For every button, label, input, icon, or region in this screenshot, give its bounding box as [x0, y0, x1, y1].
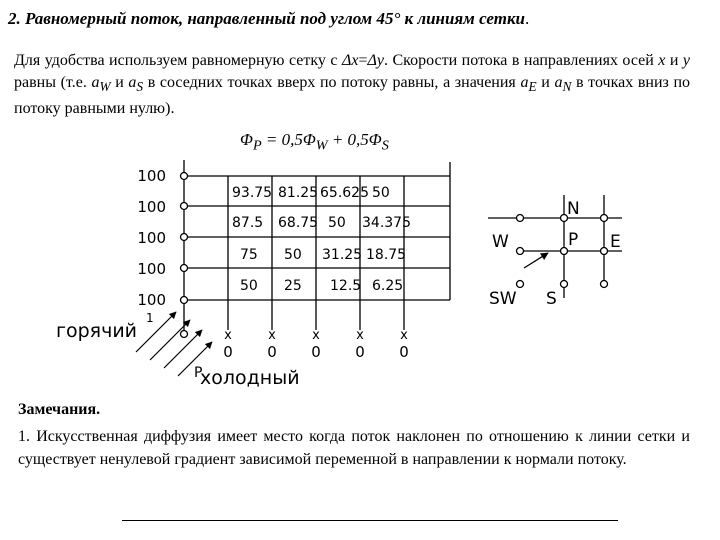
- para-and-3: и: [541, 74, 550, 91]
- stencil-label-s: S: [546, 289, 557, 309]
- stencil-flow-arrow: [524, 253, 548, 268]
- left-boundary-values: [137, 167, 166, 309]
- stencil-node: [601, 215, 608, 222]
- stencil-node: [517, 215, 524, 222]
- cell-value: 31.25: [322, 247, 363, 263]
- para-aN-sub: N: [562, 79, 572, 95]
- stencil-node-sw: [517, 281, 524, 288]
- stencil-label-e: E: [610, 232, 621, 252]
- para-and: и: [669, 52, 679, 69]
- para-text-3: равны (т.е.: [14, 74, 87, 91]
- x-mark: x: [400, 328, 408, 343]
- bottom-boundary-nodes: [224, 328, 408, 343]
- para-aW: a: [91, 74, 100, 91]
- para-aE-sub: E: [528, 79, 537, 95]
- formula-term-2: + 0,5Φ: [327, 130, 382, 149]
- bottom-value: 0: [267, 343, 277, 361]
- x-mark: x: [268, 328, 276, 343]
- cell-value: 18.75: [366, 247, 407, 263]
- cell-value: 12.5: [330, 278, 362, 294]
- cell-value: 50: [328, 215, 346, 231]
- cell-value: 87.5: [232, 215, 264, 231]
- stencil-label-n: N: [567, 199, 580, 219]
- boundary-node: [181, 297, 188, 304]
- footer-rule: [122, 520, 618, 521]
- formula-term-1: = 0,5Φ: [261, 130, 316, 149]
- formula-term-1-sub: W: [315, 137, 328, 154]
- cell-value: 50: [372, 185, 390, 201]
- para-aW-sub: W: [99, 79, 111, 95]
- left-value: 100: [137, 167, 166, 185]
- bottom-value: 0: [399, 343, 409, 361]
- boundary-node: [181, 331, 188, 338]
- formula-term-2-sub: S: [381, 137, 389, 154]
- hot-number: 1: [146, 311, 154, 325]
- para-eq: =: [358, 52, 368, 69]
- stencil-node-p: [561, 248, 568, 255]
- stencil-node: [601, 281, 608, 288]
- section-title-end: .: [525, 9, 530, 28]
- bottom-value: 0: [355, 343, 365, 361]
- formula-lhs: Φ: [240, 130, 253, 149]
- bottom-boundary-values: [223, 343, 409, 361]
- flow-arrow: [136, 312, 176, 352]
- boundary-node: [181, 173, 188, 180]
- stencil-label-sw: SW: [489, 289, 517, 309]
- cell-value: 81.25: [278, 185, 319, 201]
- stencil-node-s: [561, 281, 568, 288]
- cell-value: 65.625: [320, 185, 369, 201]
- cell-value: 50: [284, 247, 302, 263]
- cold-number: P: [194, 365, 203, 381]
- remarks-item-1: 1. Искусственная диффузия имеет место когда поток наклонен по отношению к линии сетки и существует ненулевой градиент зависимой переменной в направлении к нормали потоку.: [18, 428, 690, 468]
- cell-value: 6.25: [372, 278, 404, 294]
- cell-value: 68.75: [278, 215, 319, 231]
- para-aN: a: [554, 74, 563, 91]
- hot-label: горячий: [56, 320, 138, 342]
- left-value: 100: [137, 198, 166, 216]
- para-dx: Δx: [341, 52, 359, 69]
- boundary-node: [181, 265, 188, 272]
- cold-label: холодный: [200, 367, 300, 389]
- remarks-heading: Замечания.: [18, 401, 101, 418]
- left-value: 100: [137, 260, 166, 278]
- cell-value: 93.75: [232, 185, 273, 201]
- stencil-node-e: [601, 248, 608, 255]
- cell-value: 75: [240, 247, 258, 263]
- para-aE: a: [520, 74, 529, 91]
- para-text-4: в соседних точках вверх по потоку равны, а значения: [147, 74, 516, 91]
- stencil-node-w: [517, 248, 524, 255]
- x-mark: x: [224, 328, 232, 343]
- section-title-text: 2. Равномерный поток, направленный под углом 45° к линиям сетки: [8, 9, 526, 28]
- formula-lhs-sub: P: [252, 137, 262, 154]
- para-text-1: Для удобства используем равномерную сетку с: [14, 52, 338, 69]
- para-y: y: [682, 52, 691, 69]
- stencil-label-p: P: [568, 230, 579, 250]
- x-mark: x: [312, 328, 320, 343]
- bottom-value: 0: [311, 343, 321, 361]
- para-aS-sub: S: [136, 79, 144, 95]
- left-value: 100: [137, 229, 166, 247]
- cell-value: 25: [284, 278, 302, 294]
- grid-cell-values: [232, 185, 411, 294]
- cell-value: 50: [240, 278, 258, 294]
- para-and-2: и: [115, 74, 124, 91]
- stencil-label-w: W: [492, 232, 509, 252]
- para-dy: Δy: [367, 52, 384, 69]
- x-mark: x: [356, 328, 364, 343]
- bottom-value: 0: [223, 343, 233, 361]
- cell-value: 34.375: [362, 215, 411, 231]
- flow-arrow: [150, 320, 190, 360]
- boundary-node: [181, 203, 188, 210]
- para-text-2: . Скорости потока в направлениях осей: [383, 52, 654, 69]
- para-text-5: в точках вниз по потоку равными нулю).: [14, 74, 691, 118]
- boundary-node: [181, 234, 188, 241]
- para-aS: a: [128, 74, 137, 91]
- left-value: 100: [137, 291, 166, 309]
- para-x: x: [658, 52, 666, 69]
